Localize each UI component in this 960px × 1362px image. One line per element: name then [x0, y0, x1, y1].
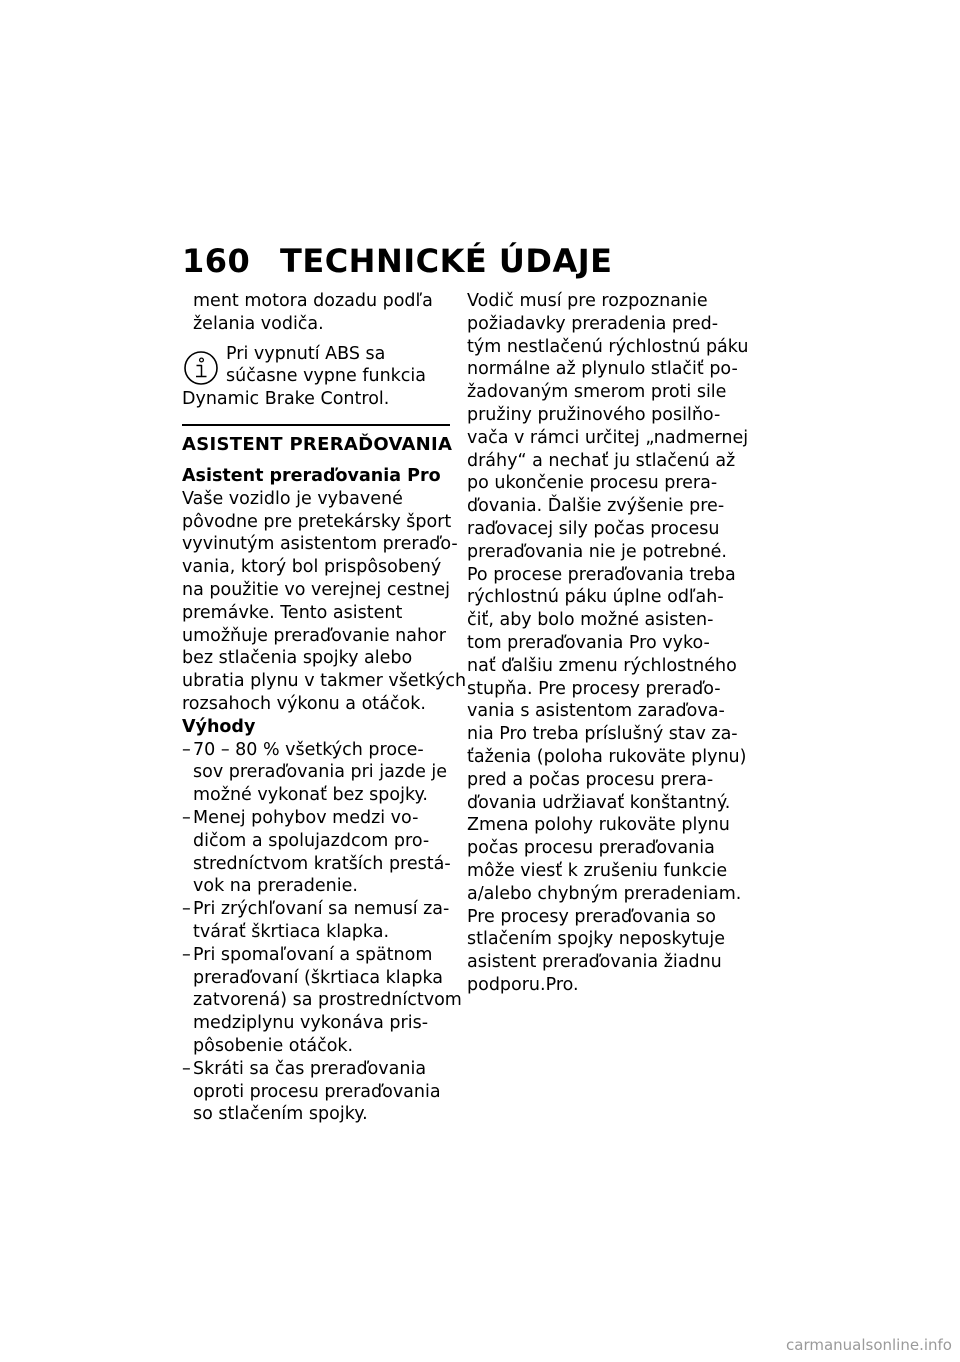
- paragraph-line: po ukončenie procesu prera-: [467, 473, 718, 494]
- chapter-title: TECHNICKÉ ÚDAJE: [280, 242, 613, 280]
- paragraph-line: čiť, aby bolo možné asisten-: [467, 610, 714, 631]
- benefit-line: zatvorená) sa prostredníctvom: [193, 990, 462, 1011]
- paragraph-line: rýchlostnú páku úplne odľah-: [467, 587, 724, 608]
- paragraph-line: nia Pro treba príslušný stav za-: [467, 724, 738, 745]
- paragraph-line: tým nestlačenú rýchlostnú páku: [467, 336, 749, 357]
- benefits-title: Výhody: [182, 716, 256, 737]
- paragraph-line: vača v rámci určitej „nadmernej: [467, 427, 749, 448]
- benefit-line: pôsobenie otáčok.: [193, 1035, 354, 1056]
- right-column: [467, 290, 749, 997]
- paragraph-line: požiadavky preradenia pred-: [467, 313, 719, 334]
- info-icon: [183, 350, 219, 386]
- page-number: 160: [182, 242, 251, 280]
- benefit-line: vok na preradenie.: [193, 876, 358, 897]
- benefit-line: Pri spomaľovaní a spätnom: [193, 944, 433, 965]
- subsection-title: Asistent preraďovania Pro: [182, 465, 441, 486]
- intro-line: želania vodiča.: [193, 313, 324, 334]
- page-header: [182, 242, 613, 280]
- benefit-line: medziplynu vykonáva pris-: [193, 1013, 429, 1034]
- left-column: [182, 290, 467, 1126]
- benefit-item: [182, 807, 450, 898]
- paragraph-line: Zmena polohy rukoväte plynu: [467, 815, 730, 836]
- paragraph-line: ďovania. Ďalšie zvýšenie pre-: [467, 496, 725, 517]
- paragraph-line: Pre procesy preraďovania so: [467, 906, 716, 927]
- paragraph-line: tom preraďovania Pro vyko-: [467, 632, 710, 653]
- paragraph-line: stupňa. Pre procesy preraďo-: [467, 678, 721, 699]
- benefit-line: Skráti sa čas preraďovania: [193, 1058, 427, 1079]
- benefit-line: preraďovaní (škrtiaca klapka: [193, 967, 444, 988]
- note-line: Pri vypnutí ABS sa: [226, 343, 386, 364]
- paragraph-line: vyvinutým asistentom preraďo-: [182, 534, 458, 555]
- benefit-line: sov preraďovania pri jazde je: [193, 762, 448, 783]
- bullet-dash: –: [182, 807, 191, 828]
- paragraph-line: normálne až plynulo stlačiť po-: [467, 359, 738, 380]
- paragraph-line: podporu.Pro.: [467, 974, 579, 995]
- paragraph-line: pred a počas procesu prera-: [467, 769, 714, 790]
- bullet-dash: –: [182, 899, 191, 920]
- paragraph-line: nať ďalšiu zmenu rýchlostného: [467, 655, 737, 676]
- paragraph-line: preraďovania nie je potrebné.: [467, 541, 727, 562]
- paragraph-line: premávke. Tento asistent: [182, 602, 403, 623]
- benefit-item: [182, 944, 462, 1058]
- paragraph-line: raďovacej sily počas procesu: [467, 518, 720, 539]
- paragraph-line: vania s asistentom zaraďova-: [467, 701, 725, 722]
- benefit-line: so stlačením spojky.: [193, 1104, 368, 1125]
- paragraph-line: na použitie vo verejnej cestnej: [182, 579, 450, 600]
- benefit-item: [182, 739, 450, 807]
- paragraph-line: pružiny pružinového posilňo-: [467, 404, 721, 425]
- info-note: [182, 343, 450, 411]
- benefit-line: dičom a spolujazdcom pro-: [193, 830, 430, 851]
- bullet-dash: –: [182, 944, 191, 965]
- bullet-dash: –: [182, 739, 191, 760]
- benefit-line: Menej pohybov medzi vo-: [193, 807, 419, 828]
- paragraph-line: Vaše vozidlo je vybavené: [182, 488, 403, 509]
- paragraph-line: ťaženia (poloha rukoväte plynu): [467, 746, 747, 767]
- intro-line: ment motora dozadu podľa: [193, 291, 433, 311]
- benefit-line: tvárať škrtiaca klapka.: [193, 921, 390, 942]
- note-line: Dynamic Brake Control.: [182, 389, 390, 410]
- benefit-line: stredníctvom kratších prestá-: [193, 853, 451, 874]
- paragraph-line: umožňuje preraďovanie nahor: [182, 625, 446, 646]
- paragraph-line: vania, ktorý bol prispôsobený: [182, 557, 442, 578]
- section-title: ASISTENT PRERAĎOVANIA: [182, 433, 453, 455]
- paragraph-line: asistent preraďovania žiadnu: [467, 952, 722, 973]
- paragraph-line: bez stlačenia spojky alebo: [182, 648, 413, 669]
- paragraph-line: dráhy“ a nechať ju stlačenú až: [467, 450, 736, 471]
- benefit-line: oproti procesu preraďovania: [193, 1081, 441, 1102]
- paragraph-line: ďovania udržiavať konštantný.: [467, 792, 731, 813]
- paragraph-line: pôvodne pre pretekársky šport: [182, 511, 452, 532]
- benefit-line: možné vykonať bez spojky.: [193, 785, 428, 806]
- benefit-line: 70 – 80 % všetkých proce-: [193, 739, 424, 760]
- paragraph-line: ubratia plynu v takmer všetkých: [182, 671, 467, 692]
- paragraph-line: rozsahoch výkonu a otáčok.: [182, 693, 426, 714]
- paragraph-line: počas procesu preraďovania: [467, 838, 715, 859]
- benefit-item: [182, 898, 450, 944]
- note-line: súčasne vypne funkcia: [226, 366, 427, 387]
- section-divider: [182, 424, 450, 426]
- paragraph-line: žadovaným smerom proti sile: [467, 382, 727, 403]
- watermark: carmanualsonline.info: [786, 1336, 952, 1354]
- benefit-item: [182, 1058, 450, 1126]
- intro-paragraph: [182, 488, 467, 716]
- paragraph-line: Vodič musí pre rozpoznanie: [467, 291, 708, 311]
- bullet-dash: –: [182, 1058, 191, 1079]
- paragraph-line: Po procese preraďovania treba: [467, 564, 736, 585]
- paragraph-line: stlačením spojky neposkytuje: [467, 929, 725, 950]
- benefit-line: Pri zrýchľovaní sa nemusí za-: [193, 899, 450, 920]
- paragraph-line: môže viesť k zrušeniu funkcie: [467, 860, 728, 881]
- paragraph-line: a/alebo chybným preradeniam.: [467, 883, 742, 904]
